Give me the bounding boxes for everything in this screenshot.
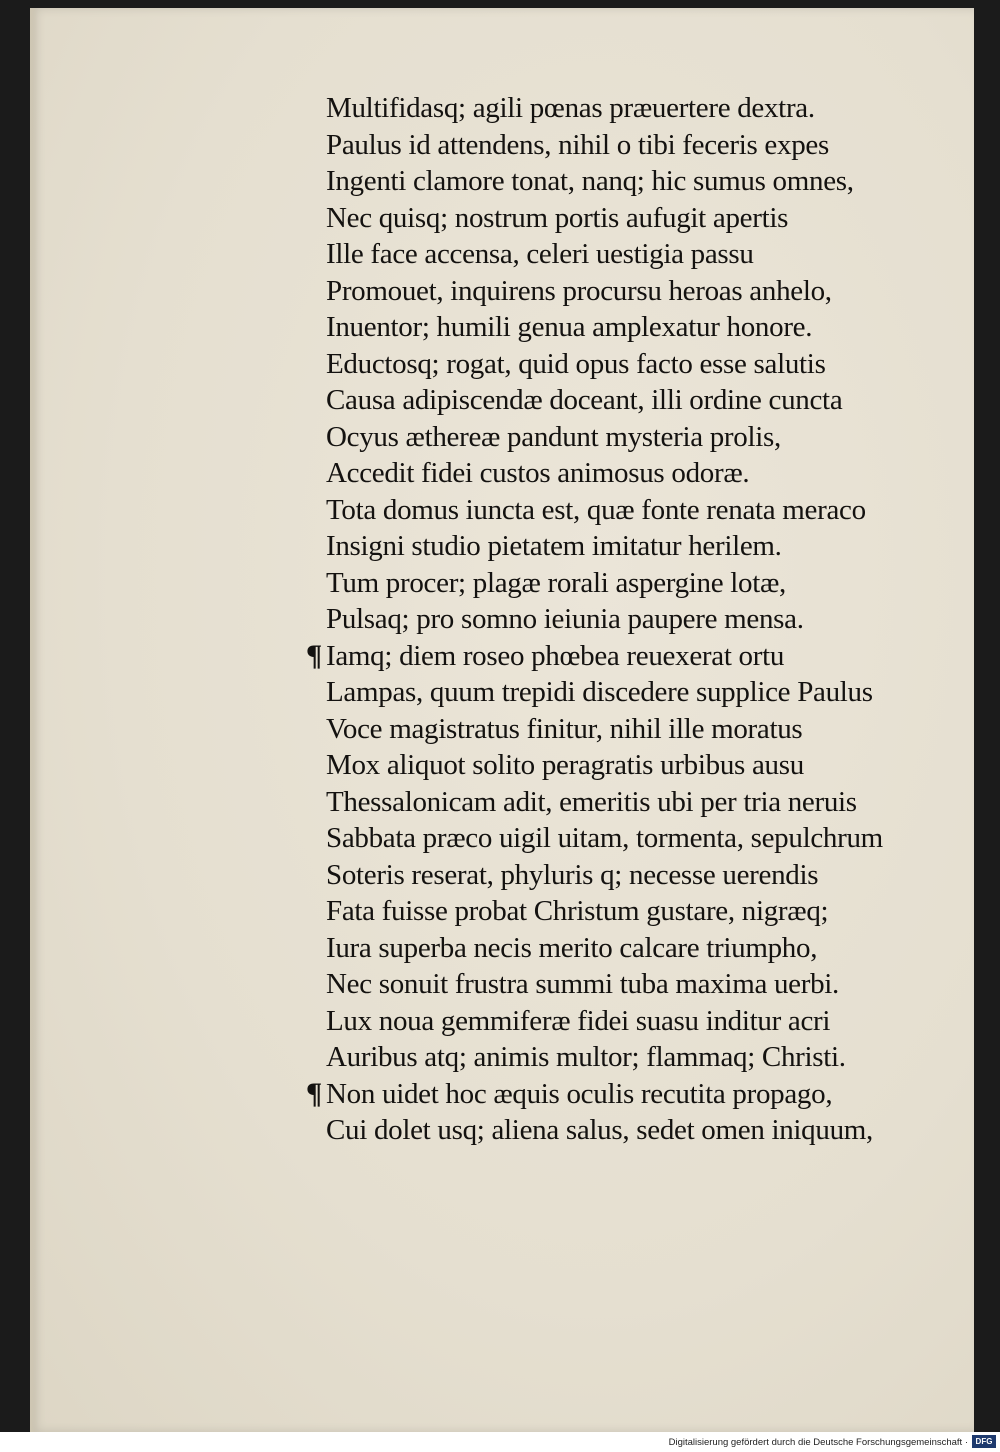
verse-line bbox=[326, 90, 956, 127]
verse-line bbox=[326, 382, 956, 419]
verse-text: Eductosq; rogat, quid opus facto esse salutis bbox=[326, 347, 826, 380]
verse-line bbox=[326, 674, 956, 711]
verse-text: Tum procer; plagæ rorali aspergine lotæ, bbox=[326, 566, 786, 599]
verse-line bbox=[326, 1039, 956, 1076]
verse-text: Insigni studio pietatem imitatur herilem. bbox=[326, 530, 782, 562]
verse-line bbox=[326, 492, 956, 529]
verse-text: Lampas, quum trepidi discedere supplice Paulus bbox=[326, 676, 873, 708]
verse-line bbox=[326, 200, 956, 237]
verse-text: Auribus atq; animis multor; flammaq; Christi. bbox=[326, 1041, 846, 1073]
paragraph-mark-icon: ¶ bbox=[306, 1076, 322, 1110]
verse-text: Accedit fidei custos animosus odoræ. bbox=[326, 457, 750, 489]
verse-line bbox=[326, 857, 956, 894]
verse-text: Ille face accensa, celeri uestigia passu bbox=[326, 238, 754, 270]
dfg-logo-icon: DFG bbox=[972, 1435, 996, 1448]
verse-text: Ocyus æthereæ pandunt mysteria prolis, bbox=[326, 420, 781, 453]
verse-line bbox=[326, 820, 956, 857]
verse-text: Thessalonicam adit, emeritis ubi per tria neruis bbox=[326, 785, 857, 818]
verse-text: Iura superba necis merito calcare triumpho, bbox=[326, 931, 818, 964]
verse-text: Causa adipiscendæ doceant, illi ordine cuncta bbox=[326, 384, 843, 416]
verse-text: Tota domus iuncta est, quæ fonte renata meraco bbox=[326, 493, 866, 526]
verse-text: Soteris reserat, phyluris q; necesse uerendis bbox=[326, 858, 819, 891]
paragraph-mark-icon: ¶ bbox=[306, 638, 322, 672]
verse-text: Pulsaq; pro somno ieiunia paupere mensa. bbox=[326, 603, 804, 635]
verse-line bbox=[326, 346, 956, 383]
verse-line bbox=[326, 528, 956, 565]
verse-line bbox=[326, 1112, 956, 1149]
verse-line bbox=[326, 1003, 956, 1040]
verse-text: Fata fuisse probat Christum gustare, nigræq; bbox=[326, 895, 829, 927]
verse-line bbox=[326, 966, 956, 1003]
verse-text: Ingenti clamore tonat, nanq; hic sumus omnes, bbox=[326, 165, 854, 197]
verse-text: Nec quisq; nostrum portis aufugit apertis bbox=[326, 201, 789, 234]
book-page bbox=[30, 8, 974, 1432]
verse-line bbox=[326, 930, 956, 967]
verse-line bbox=[326, 784, 956, 821]
verse-line bbox=[326, 711, 956, 748]
verse-text: Sabbata præco uigil uitam, tormenta, sepulchrum bbox=[326, 822, 883, 854]
footer-credit: Digitalisierung gefördert durch die Deutsche Forschungsgemeinschaft · bbox=[668, 1437, 968, 1448]
verse-line bbox=[326, 236, 956, 273]
verse-line bbox=[326, 455, 956, 492]
verse-line bbox=[306, 638, 956, 675]
verse-text: Inuentor; humili genua amplexatur honore. bbox=[326, 311, 813, 343]
footer-bar bbox=[0, 1432, 1000, 1452]
verse-text: Cui dolet usq; aliena salus, sedet omen iniquum, bbox=[326, 1114, 873, 1146]
verse-line bbox=[306, 1076, 956, 1113]
verse-line bbox=[326, 309, 956, 346]
verse-text: Paulus id attendens, nihil o tibi feceris expes bbox=[326, 128, 829, 161]
verse-line bbox=[326, 601, 956, 638]
verse-line bbox=[326, 747, 956, 784]
verse-text: Nec sonuit frustra summi tuba maxima uerbi. bbox=[326, 968, 840, 1000]
verse-text: Promouet, inquirens procursu heroas anhelo, bbox=[326, 274, 832, 307]
verse-line bbox=[326, 127, 956, 164]
verse-text-block bbox=[306, 90, 956, 1149]
verse-line bbox=[326, 565, 956, 602]
verse-text: Voce magistratus finitur, nihil ille moratus bbox=[326, 712, 803, 745]
verse-text: Lux noua gemmiferæ fidei suasu inditur acri bbox=[326, 1004, 831, 1037]
verse-text: Mox aliquot solito peragratis urbibus ausu bbox=[326, 749, 804, 781]
verse-line bbox=[326, 893, 956, 930]
verse-line bbox=[326, 419, 956, 456]
verse-text: Multifidasq; agili pœnas præuertere dextra. bbox=[326, 92, 815, 124]
verse-line bbox=[326, 163, 956, 200]
verse-line bbox=[326, 273, 956, 310]
verse-text: Non uidet hoc æquis oculis recutita propago, bbox=[326, 1077, 833, 1110]
verse-text: Iamq; diem roseo phœbea reuexerat ortu bbox=[326, 639, 785, 672]
